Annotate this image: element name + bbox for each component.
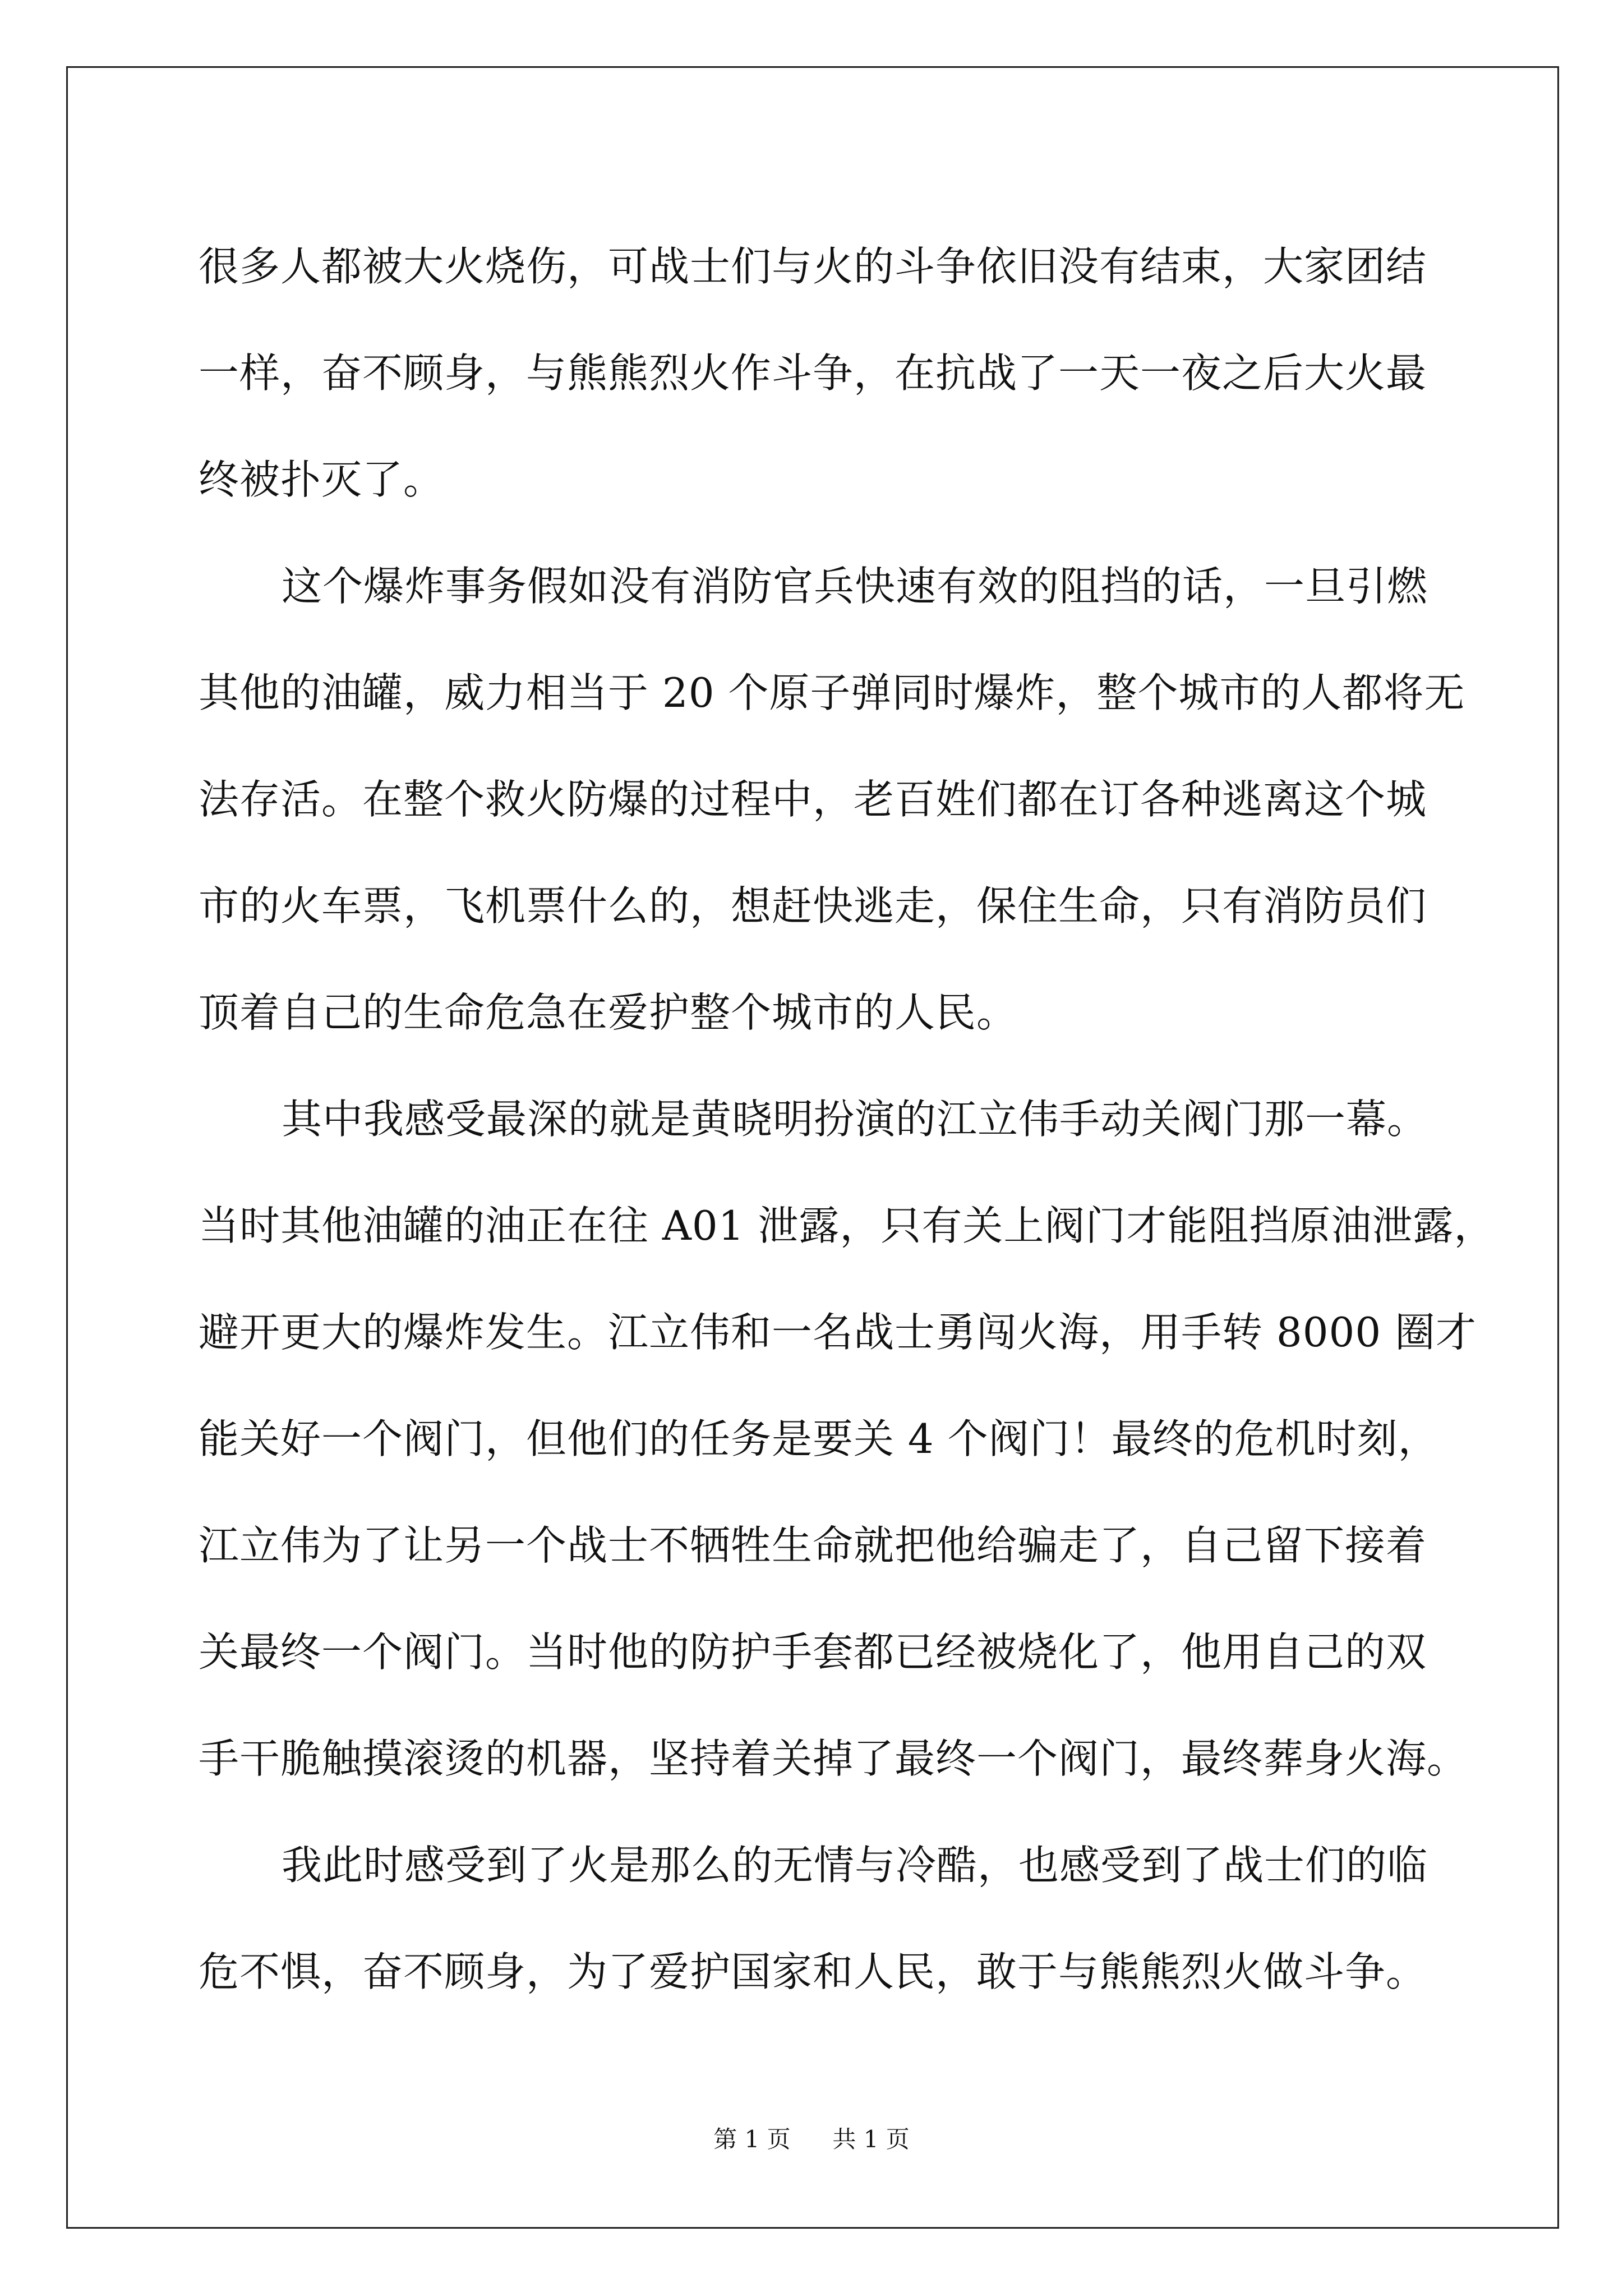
paragraph-first-line: 这个爆炸事务假如没有消防官兵快速有效的阻挡的话，一旦引燃 — [282, 563, 1428, 610]
text-line: 危不惧，奋不顾身，为了爱护国家和人民，敢于与熊熊烈火做斗争。 — [199, 1948, 1427, 1995]
text-line: 当时其他油罐的油正在往 A01 泄露，只有关上阀门才能阻挡原油泄露， — [199, 1202, 1495, 1249]
text-line: 避开更大的爆炸发生。江立伟和一名战士勇闯火海，用手转 8000 圈才 — [199, 1309, 1477, 1356]
page-number: 第 1 页 — [713, 2125, 791, 2153]
paragraph-first-line: 其中我感受最深的就是黄晓明扮演的江立伟手动关阀门那一幕。 — [282, 1096, 1428, 1143]
page-total: 共 1 页 — [832, 2125, 910, 2153]
text-line: 终被扑灭了。 — [199, 456, 445, 503]
page-footer — [0, 2123, 1623, 2156]
text-line: 市的火车票，飞机票什么的，想赶快逃走，保住生命，只有消防员们 — [199, 882, 1427, 930]
text-line: 江立伟为了让另一个战士不牺牲生命就把他给骗走了，自己留下接着 — [199, 1522, 1427, 1569]
text-line: 能关好一个阀门，但他们的任务是要关 4 个阀门！最终的危机时刻， — [199, 1415, 1439, 1462]
text-line: 一样，奋不顾身，与熊熊烈火作斗争，在抗战了一天一夜之后大火最 — [199, 349, 1427, 397]
text-line: 法存活。在整个救火防爆的过程中，老百姓们都在订各种逃离这个城 — [199, 776, 1427, 823]
text-line: 很多人都被大火烧伤，可战士们与火的斗争依旧没有结束，大家团结 — [199, 243, 1427, 290]
text-line: 关最终一个阀门。当时他的防护手套都已经被烧化了，他用自己的双 — [199, 1628, 1427, 1676]
text-line: 顶着自己的生命危急在爱护整个城市的人民。 — [199, 989, 1018, 1036]
document-body — [199, 213, 1495, 2025]
text-line: 其他的油罐，威力相当于 20 个原子弹同时爆炸，整个城市的人都将无 — [199, 669, 1465, 716]
text-line: 手干脆触摸滚烫的机器，坚持着关掉了最终一个阀门，最终葬身火海。 — [199, 1735, 1468, 1782]
paragraph-first-line: 我此时感受到了火是那么的无情与冷酷，也感受到了战士们的临 — [282, 1842, 1428, 1889]
